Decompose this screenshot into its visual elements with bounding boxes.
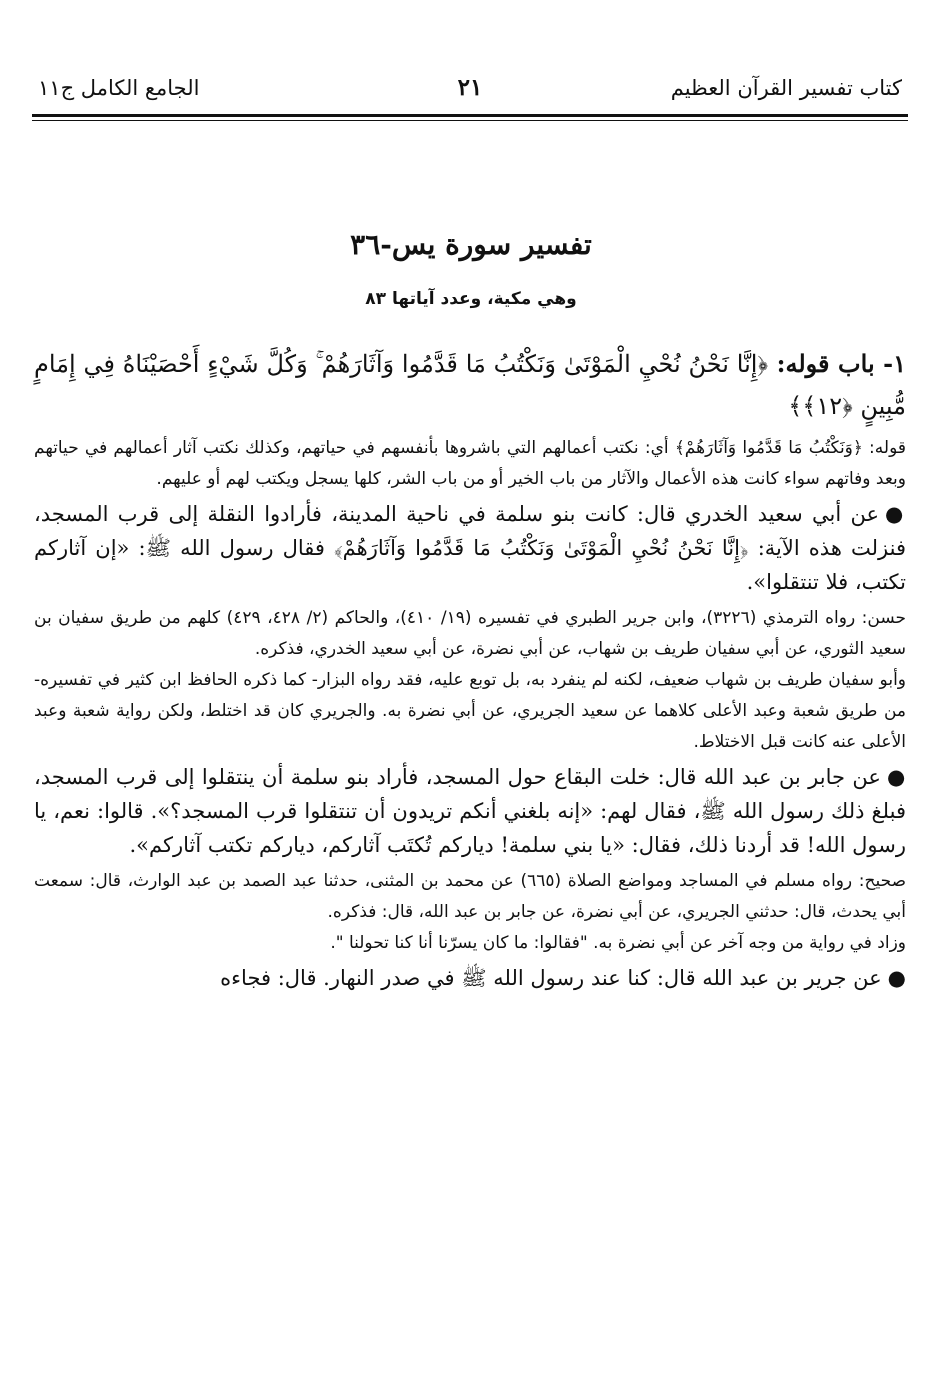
surah-title: تفسير سورة يس-٣٦ — [350, 228, 592, 261]
takhrij-paragraph — [34, 603, 906, 665]
book-title: كتاب تفسير القرآن العظيم — [670, 76, 902, 100]
commentary-paragraph — [34, 433, 906, 495]
paragraph-text: صحيح: رواه مسلم في المساجد ومواضع الصلاة (٦٦٥) عن محمد بن المثنى، حدثنا عبد الصمد بن عبد الوارث، قال: سمعت أبي يحدث، قال: حدثني الجريري، عن أبي نضرة، عن جابر بن عبد الله، قال: فذكره. — [34, 871, 907, 922]
hadith-paragraph — [34, 760, 906, 862]
running-header — [32, 70, 908, 110]
paragraph-text: عن جرير بن عبد الله قال: كنا عند رسول الله ﷺ في صدر النهار. قال: فجاءه — [220, 966, 882, 990]
header-rule-thick — [32, 114, 908, 117]
paragraph-text: عن جابر بن عبد الله قال: خلت البقاع حول المسجد، فأراد بنو سلمة أن ينتقلوا إلى قرب المسجد، فبلغ ذلك رسول الله ﷺ، فقال لهم: «إنه بلغني أنكم تريدون أن تنتقلوا قرب المسجد؟». قالوا: نعم، يا رسول الله! قد أردنا ذلك، فقال: «يا بني سلمة! دياركم تُكتَب آثاركم، دياركم تكتب آثاركم». — [34, 765, 906, 857]
paragraph-text: عن أبي سعيد الخدري قال: كانت بنو سلمة في ناحية المدينة، فأرادوا النقلة إلى قرب المسجد، فنزلت هذه الآية: ﴿إِنَّا نَحْنُ نُحْيِ الْمَوْتَىٰ وَنَكْتُبُ مَا قَدَّمُوا وَآثَارَهُمْ﴾ فقال رسول الله ﷺ: «إن آثاركم تكتب، فلا تنتقلوا». — [34, 502, 906, 594]
chapter-number: ١- باب قوله: — [776, 349, 906, 378]
bullet-icon: ● — [885, 501, 906, 526]
takhrij-paragraph — [34, 665, 906, 758]
bullet-icon: ● — [887, 965, 906, 990]
paragraph-text: وأبو سفيان طريف بن شهاب ضعيف، لكنه لم ينفرد به، بل توبع عليه، فقد رواه البزار- كما ذكره الحافظ ابن كثير في تفسيره- من طريق شعبة وعبد الأعلى كلاهما عن سعيد الجريري، عن أبي نضرة به. والجريري كان قد اختلط، ولكن رواية شعبة وعبد الأعلى عنه كانت قبل الاختلاط. — [34, 670, 906, 752]
hadith-paragraph — [34, 961, 906, 995]
chapter-heading — [34, 343, 906, 427]
takhrij-paragraph — [34, 928, 906, 959]
paragraph-text: حسن: رواه الترمذي (٣٢٢٦)، وابن جرير الطبري في تفسيره (١٩/ ٤١٠)، والحاكم (٢/ ٤٢٨، ٤٢٩) كلهم من طريق سفيان بن سعيد الثوري، عن أبي سفيان طريف بن شهاب، عن أبي نضرة، عن أبي سعيد الخدري، فذكره. — [34, 608, 907, 659]
paragraph-text: وزاد في رواية من وجه آخر عن أبي نضرة به. "فقالوا: ما كان يسرّنا أنا كنا تحولنا ". — [330, 933, 906, 953]
header-rule-thin — [32, 120, 908, 121]
page-body — [34, 343, 906, 999]
page-number: ٢١ — [457, 74, 483, 101]
hadith-paragraph — [34, 497, 906, 599]
surah-subtitle: وهي مكية، وعدد آياتها ٨٣ — [365, 289, 577, 309]
paragraph-text: قوله: ﴿وَنَكْتُبُ مَا قَدَّمُوا وَآثَارَهُمْ﴾ أي: نكتب أعمالهم التي باشروها بأنفسهم في حياتهم، وكذلك نكتب آثار أعمالهم في حياتهم وبعد وفاتهم سواء كانت هذه الأعمال والآثار من باب الخير أو من باب الشر، كلها يسجل ويكتب لهم أو عليهم. — [34, 438, 906, 489]
chapter-verse: ﴿إِنَّا نَحْنُ نُحْيِ الْمَوْتَىٰ وَنَكْتُبُ مَا قَدَّمُوا وَآثَارَهُمْ ۚ وَكُلَّ شَيْءٍ أَحْصَيْنَاهُ فِي إِمَامٍ مُّبِينٍ ﴿١٢﴾﴾ — [34, 350, 906, 420]
series-title: الجامع الكامل ج١١ — [38, 76, 200, 100]
bullet-icon: ● — [886, 764, 907, 789]
takhrij-paragraph — [34, 866, 906, 928]
